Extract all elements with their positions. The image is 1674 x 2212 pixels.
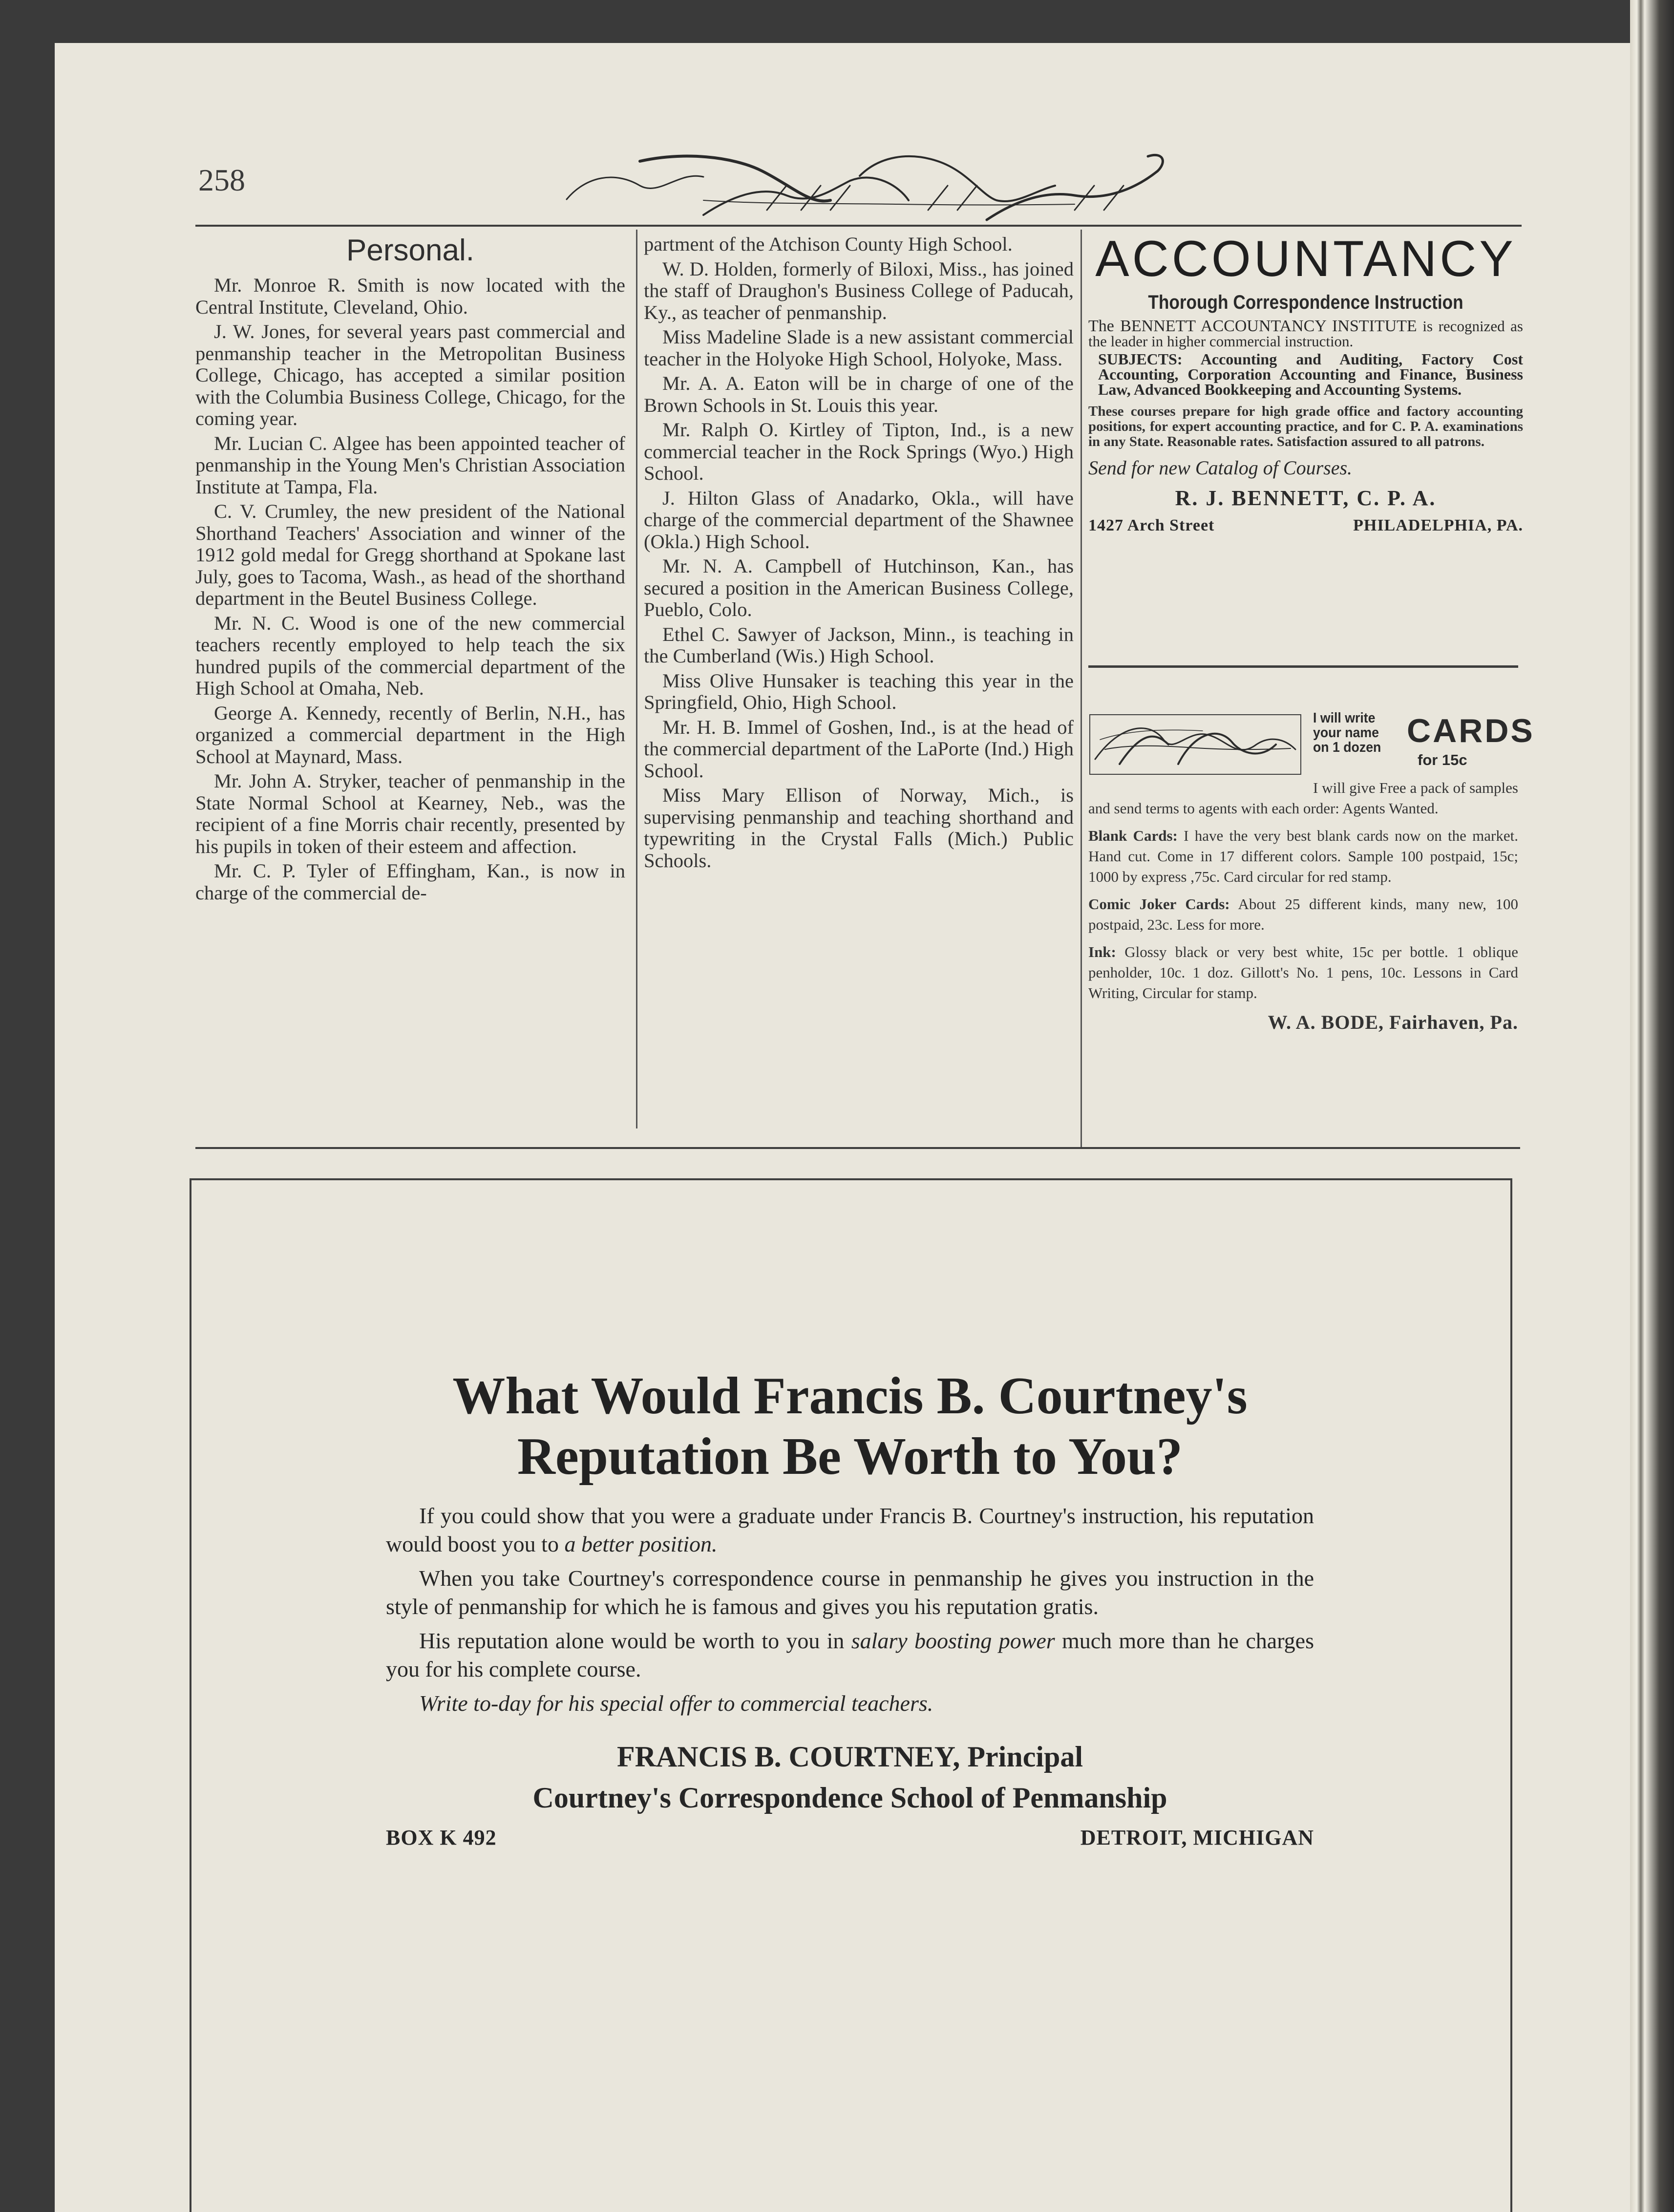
courtney-headline: What Would Francis B. Courtney's Reputation Be Worth to You? xyxy=(452,1367,1248,1486)
news-item: Miss Olive Hunsaker is teaching this year in the Springfield, Ohio, High School. xyxy=(644,669,1074,713)
news-item: Mr. H. B. Immel of Goshen, Ind., is at the head of the commercial department of the LaPorte (Ind.) High School. xyxy=(644,716,1074,782)
courtney-principal: FRANCIS B. COURTNEY, Principal xyxy=(616,1741,1083,1773)
section-rule xyxy=(195,1147,1520,1149)
courtney-address xyxy=(386,1825,1314,1850)
news-item: partment of the Atchison County High School. xyxy=(644,233,1013,255)
cards-free-offer: I will give Free a pack of samples and send terms to agents with each order: Agents Wanted. xyxy=(1088,779,1518,817)
courtney-p3-rest: much more than he charges you for his complete course. xyxy=(386,1628,1314,1681)
courtney-p3-italic: salary boosting power xyxy=(851,1628,1055,1653)
news-item: George A. Kennedy, recently of Berlin, N.H., has organized a commercial department in the High School at Maynard, Mass. xyxy=(195,702,625,767)
courtney-paragraph: When you take Courtney's correspondence course in penmanship he gives you instruction in the style of penmanship for which he is famous and gives you his reputation gratis. xyxy=(386,1566,1314,1619)
courtney-school: Courtney's Correspondence School of Penmanship xyxy=(532,1782,1167,1814)
courtney-p1-italic: a better position. xyxy=(564,1531,718,1556)
news-item: Mr. Monroe R. Smith is now located with the Central Institute, Cleveland, Ohio. xyxy=(195,274,625,318)
page-number: 258 xyxy=(198,163,245,197)
accountancy-ad xyxy=(1088,230,1523,535)
cards-ink-text: Glossy black or very best white, 15c per bottle. 1 oblique penholder, 10c. 1 doz. Gillott's No. 1 pens, 10c. Lessons in Card Writing, Circular for stamp. xyxy=(1088,943,1518,1001)
section-heading: Personal. xyxy=(346,234,474,267)
news-item: Mr. A. A. Eaton will be in charge of one of the Brown Schools in St. Louis this year. xyxy=(644,372,1074,416)
column-divider xyxy=(1081,230,1082,1148)
ad-street: 1427 Arch Street xyxy=(1088,516,1215,534)
news-item: Miss Mary Ellison of Norway, Mich., is supervising penmanship and teaching shorthand and typewriting in the Crystal Falls (Mich.) Public Schools. xyxy=(644,784,1074,872)
page-edge xyxy=(1630,0,1674,2212)
cards-blank-head: Blank Cards: xyxy=(1088,827,1178,844)
cards-price: for 15c xyxy=(1418,751,1467,768)
courtney-ad xyxy=(386,1366,1314,1850)
news-item: Mr. N. C. Wood is one of the new commercial teachers recently employed to help teach the six hundred pupils of the commercial department of the High School at Omaha, Neb. xyxy=(195,612,625,699)
cards-blank xyxy=(1088,826,1518,887)
ad-send-line: Send for new Catalog of Courses. xyxy=(1088,457,1353,479)
ad-title: ACCOUNTANCY xyxy=(1095,231,1516,287)
news-item: J. W. Jones, for several years past commercial and penmanship teacher in the Metropolitan Business College, Chicago, has accepted a similar position with the Columbia Business College, Chicago, for the coming year. xyxy=(195,320,625,429)
cards-heading: CARDS xyxy=(1407,712,1535,749)
courtney-city: DETROIT, MICHIGAN xyxy=(1080,1826,1314,1850)
ad-address xyxy=(1088,516,1523,535)
news-item: Mr. N. A. Campbell of Hutchinson, Kan., has secured a position in the American Business College, Pueblo, Colo. xyxy=(644,555,1074,620)
ad-divider-rule xyxy=(1088,665,1518,668)
cards-ad-body xyxy=(1088,778,1518,1033)
ad-name: R. J. BENNETT, C. P. A. xyxy=(1175,486,1437,510)
cards-ink-head: Ink: xyxy=(1088,943,1116,960)
ad-courses: These courses prepare for high grade office and factory accounting positions, for expert accounting practice, and for C. P. A. examinations in any State. Reasonable rates. Satisfaction assured to all patrons. xyxy=(1088,404,1523,449)
calligraphy-card-sample xyxy=(1089,714,1301,775)
courtney-paragraph xyxy=(386,1502,1314,1558)
cards-offer-line: your name xyxy=(1313,725,1379,741)
courtney-p1-text: If you could show that you were a graduate under Francis B. Courtney's instruction, his reputation would boost you to xyxy=(386,1503,1314,1556)
cards-comic xyxy=(1088,894,1518,935)
news-item: Mr. John A. Stryker, teacher of penmanship in the State Normal School at Kearney, Neb., was the recipient of a fine Morris chair recently, presented by his pupils in token of their esteem and affection. xyxy=(195,770,625,857)
column-divider xyxy=(636,230,637,1128)
ad-city: PHILADELPHIA, PA. xyxy=(1353,516,1523,534)
cards-comic-head: Comic Joker Cards: xyxy=(1088,895,1230,913)
news-item: Mr. Lucian C. Algee has been appointed teacher of penmanship in the Young Men's Christian Association Institute at Tampa, Fla. xyxy=(195,432,625,498)
cards-offer-line: on 1 dozen xyxy=(1313,740,1381,755)
cards-ink xyxy=(1088,942,1518,1003)
ad-subjects: SUBJECTS: Accounting and Auditing, Factory Cost Accounting, Corporation Accounting and Finance, Business Law, Advanced Bookkeeping and Accounting Systems. xyxy=(1098,350,1523,398)
news-item: W. D. Holden, formerly of Biloxi, Miss., has joined the staff of Draughon's Business College of Paducah, Ky., as teacher of penmanship. xyxy=(644,257,1074,323)
cards-offer-line: I will write xyxy=(1313,710,1376,726)
cards-comic-text: About 25 different kinds, many new, 100 postpaid, 23c. Less for more. xyxy=(1088,895,1518,933)
ad-intro-rest: is recognized as the leader in higher commercial instruction. xyxy=(1088,318,1523,350)
courtney-box: BOX K 492 xyxy=(386,1826,497,1850)
courtney-paragraph xyxy=(386,1627,1314,1683)
cards-offer-small xyxy=(1313,711,1381,755)
cards-signature: W. A. BODE, Fairhaven, Pa. xyxy=(1268,1011,1518,1033)
news-item: Miss Madeline Slade is a new assistant commercial teacher in the Holyoke High School, Holyoke, Mass. xyxy=(644,326,1074,370)
news-item: Ethel C. Sawyer of Jackson, Minn., is teaching in the Cumberland (Wis.) High School. xyxy=(644,623,1074,667)
news-item: C. V. Crumley, the new president of the National Shorthand Teachers' Association and winner of the 1912 gold medal for Gregg shorthand at Spokane last July, goes to Tacoma, Wash., as head of the shorthand department in the Beutel Business College. xyxy=(195,500,625,609)
personal-column-2 xyxy=(644,234,1074,874)
masthead-logo xyxy=(557,142,1172,227)
courtney-p3-text: His reputation alone would be worth to you in xyxy=(419,1628,845,1653)
cards-blank-text: I have the very best blank cards now on the market. Hand cut. Come in 17 different colors. Sample 100 postpaid, 15c; 1000 by express ,75c. Card circular for red stamp. xyxy=(1088,827,1518,885)
courtney-write-line: Write to-day for his special offer to commercial teachers. xyxy=(419,1691,933,1716)
ad-intro-lead: The BENNETT ACCOUNTANCY INSTITUTE xyxy=(1088,317,1417,335)
news-item: J. Hilton Glass of Anadarko, Okla., will have charge of the commercial department of the Shawnee (Okla.) High School. xyxy=(644,487,1074,553)
news-item: Mr. C. P. Tyler of Effingham, Kan., is now in charge of the commercial de- xyxy=(195,860,625,904)
ad-subtitle: Thorough Correspondence Instruction xyxy=(1148,292,1463,313)
header-rule xyxy=(195,225,1522,227)
personal-column-1 xyxy=(195,234,625,907)
news-item: Mr. Ralph O. Kirtley of Tipton, Ind., is a new commercial teacher in the Rock Springs (Wyo.) High School. xyxy=(644,419,1074,484)
ad-intro xyxy=(1088,319,1523,349)
